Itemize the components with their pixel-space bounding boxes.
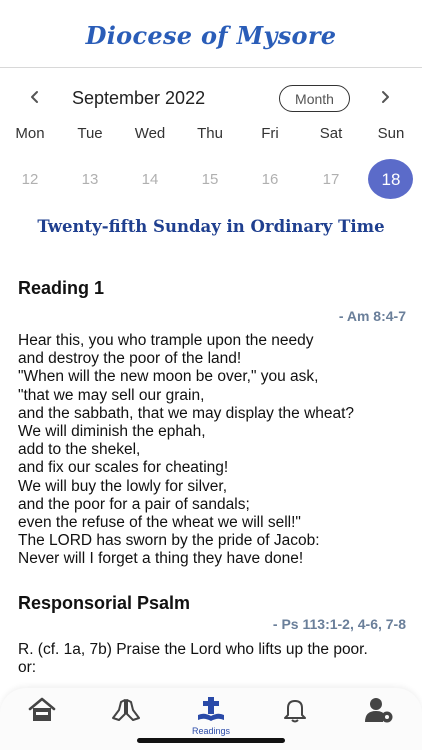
reading-1-reference: - Am 8:4-7 <box>338 308 406 324</box>
selected-date-cell[interactable]: 18 <box>361 160 421 200</box>
week-strip <box>0 125 422 200</box>
nav-profile-settings[interactable] <box>359 696 399 740</box>
date-cell[interactable]: 13 <box>81 171 99 188</box>
month-view-button[interactable]: Month <box>279 85 350 112</box>
bible-cross-icon <box>195 696 227 724</box>
weekday-label: Tue <box>77 125 103 142</box>
praying-hands-icon <box>110 696 142 724</box>
user-settings-icon <box>363 696 395 724</box>
weekday-label: Fri <box>261 125 279 142</box>
reading-1-title: Reading 1 <box>18 278 105 298</box>
previous-month-chevron-icon[interactable] <box>28 90 42 104</box>
next-month-chevron-icon[interactable] <box>378 90 392 104</box>
weekday-label: Sun <box>377 125 405 142</box>
nav-readings[interactable] <box>191 696 231 740</box>
date-cell[interactable]: 14 <box>141 171 159 188</box>
date-cell[interactable]: 16 <box>261 171 279 188</box>
home-icon <box>26 696 58 724</box>
nav-prayers[interactable] <box>106 696 146 740</box>
reading-1-text: Hear this, you who trample upon the needy and destroy the poor of the land! "When will the new moon be over," you ask, "that we may sell our grain, and the sabbath, that we may display the wheat? We will diminish the ephah, add to the shekel, and fix our scales for cheating! We will buy the lowly for silver, and the poor for a pair of sandals; even the refuse of the wheat we will sell!" The LORD has sworn by the pride of Jacob: Never will I forget a thing they have done! <box>18 332 355 568</box>
reading-1-section <box>18 278 406 569</box>
nav-readings-label: Readings <box>191 726 231 736</box>
psalm-or: or: <box>18 659 37 677</box>
app-header <box>0 0 422 68</box>
nav-home[interactable] <box>22 696 62 740</box>
weekday-label: Sat <box>319 125 343 142</box>
psalm-title: Responsorial Psalm <box>18 592 191 613</box>
month-navigator <box>0 68 422 128</box>
month-label: September 2022 <box>72 88 206 108</box>
readings-content <box>18 278 406 678</box>
home-indicator <box>137 738 285 743</box>
weekday-row <box>0 125 422 149</box>
weekday-label: Thu <box>197 125 223 142</box>
psalm-reference: - Ps 113:1-2, 4-6, 7-8 <box>272 615 406 632</box>
weekday-label: Wed <box>134 125 166 142</box>
psalm-response: R. (cf. 1a, 7b) Praise the Lord who lifts up the poor. <box>18 640 368 658</box>
date-cell[interactable]: 12 <box>21 171 39 188</box>
psalm-section <box>18 593 406 678</box>
date-cell[interactable]: 17 <box>322 171 340 188</box>
date-row <box>0 160 422 200</box>
liturgical-day-title: Twenty-fifth Sunday in Ordinary Time <box>37 217 385 236</box>
weekday-label: Mon <box>15 125 45 142</box>
date-cell[interactable]: 15 <box>201 171 219 188</box>
nav-notifications[interactable] <box>275 696 315 740</box>
app-title: Diocese of Mysore <box>85 21 337 50</box>
bell-icon <box>279 696 311 724</box>
